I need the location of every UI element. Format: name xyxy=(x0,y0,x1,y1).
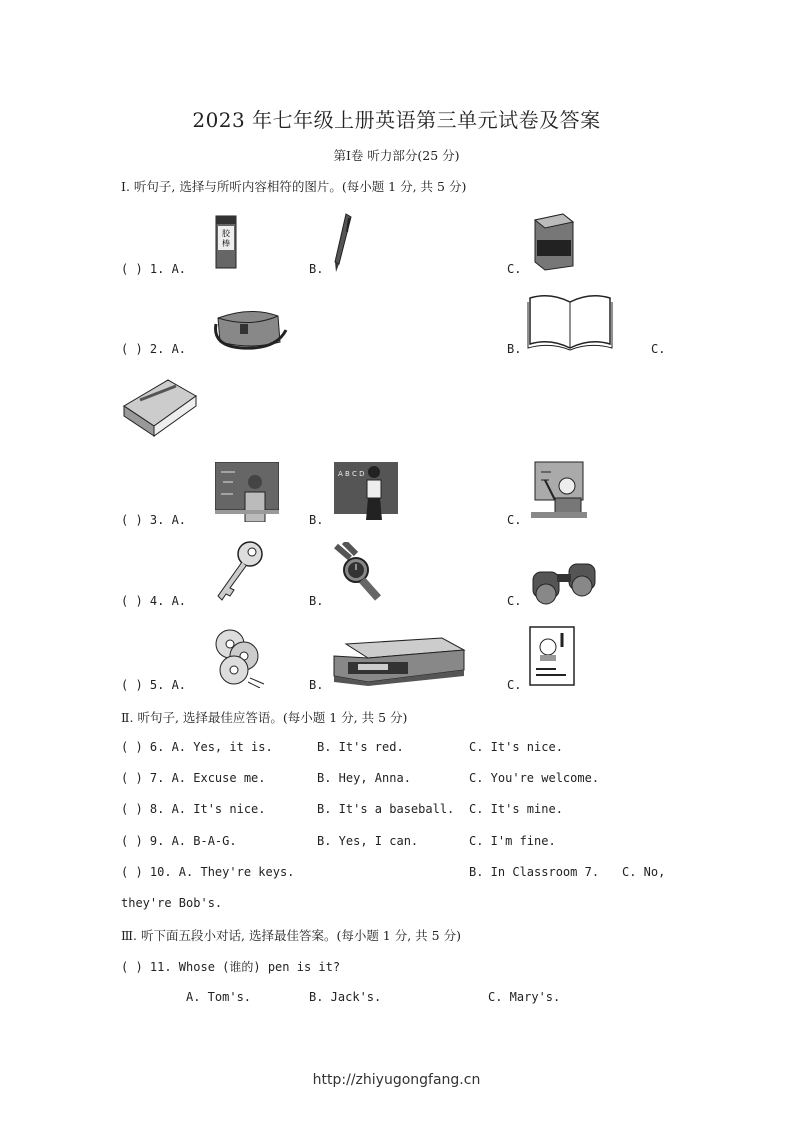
section2-heading: Ⅱ. 听句子, 选择最佳应答语。(每小题 1 分, 共 5 分) xyxy=(121,710,408,725)
q11-option-c: C. Mary's. xyxy=(488,990,561,1004)
q9-stem: ( ) 9. A. B-A-G. xyxy=(121,834,237,848)
q4-stem: ( ) 4. A. xyxy=(121,594,187,608)
section1-heading: Ⅰ. 听句子, 选择与所听内容相符的图片。(每小题 1 分, 共 5 分) xyxy=(121,179,467,194)
teacher-abcd-image xyxy=(334,462,398,520)
part-subtitle: 第Ⅰ卷 听力部分(25 分) xyxy=(333,148,460,163)
notebook-image xyxy=(526,292,614,352)
q11-option-b: B. Jack's. xyxy=(309,990,382,1004)
q7-stem: ( ) 7. A. Excuse me. xyxy=(121,771,266,785)
q2-stem: ( ) 2. A. xyxy=(121,342,187,356)
q9-option-c: C. I'm fine. xyxy=(469,834,556,848)
teacher-pointing-image xyxy=(531,458,587,520)
glue-label-2: 棒 xyxy=(222,239,230,248)
section3-heading: Ⅲ. 听下面五段小对话, 选择最佳答案。(每小题 1 分, 共 5 分) xyxy=(121,928,461,943)
q6-option-c: C. It's nice. xyxy=(469,740,563,754)
q7-option-b: B. Hey, Anna. xyxy=(317,771,411,785)
key-image xyxy=(212,540,266,602)
pen-image xyxy=(330,212,354,274)
q3-option-b: B. xyxy=(309,513,324,527)
q5-option-b: B. xyxy=(309,678,324,692)
q4-option-c: C. xyxy=(507,594,522,608)
q8-option-c: C. It's mine. xyxy=(469,802,563,816)
schoolbag-image xyxy=(212,304,288,350)
q11-stem: ( ) 11. Whose (谁的) pen is it? xyxy=(121,960,341,974)
q6-option-b: B. It's red. xyxy=(317,740,404,754)
q10-option-c: C. No, xyxy=(622,865,666,879)
q9-option-b: B. Yes, I can. xyxy=(317,834,419,848)
cds-image xyxy=(214,626,268,688)
q1-stem: ( ) 1. A. xyxy=(121,262,187,276)
q3-option-c: C. xyxy=(507,513,522,527)
q5-stem: ( ) 5. A. xyxy=(121,678,187,692)
teacher-blackboard-image xyxy=(215,462,279,522)
q5-option-c: C. xyxy=(507,678,522,692)
q3-stem: ( ) 3. A. xyxy=(121,513,187,527)
q2-option-b: B. xyxy=(507,342,522,356)
watch-image xyxy=(330,542,386,604)
q11-option-a: A. Tom's. xyxy=(186,990,252,1004)
q7-option-c: C. You're welcome. xyxy=(469,771,600,785)
glue-stick-image xyxy=(214,212,238,270)
q1-option-c: C. xyxy=(507,262,522,276)
cd-player-image xyxy=(330,636,468,688)
q10-stem: ( ) 10. A. They're keys. xyxy=(121,865,295,879)
q6-stem: ( ) 6. A. Yes, it is. xyxy=(121,740,273,754)
footer-url[interactable]: http://zhiyugongfang.cn xyxy=(312,1072,481,1088)
binoculars-image xyxy=(529,556,601,606)
abcd-label: A B C D xyxy=(338,470,365,478)
page-title: 2023 年七年级上册英语第三单元试卷及答案 xyxy=(192,108,601,132)
q8-stem: ( ) 8. A. It's nice. xyxy=(121,802,266,816)
q2-option-c: C. xyxy=(651,342,666,356)
q10-option-c-cont: they're Bob's. xyxy=(121,896,223,910)
q8-option-b: B. It's a baseball. xyxy=(317,802,455,816)
q4-option-b: B. xyxy=(309,594,324,608)
q10-option-b: B. In Classroom 7. xyxy=(469,865,600,879)
id-card-image xyxy=(528,625,576,687)
glue-label-1: 胶 xyxy=(222,229,230,238)
q1-option-b: B. xyxy=(309,262,324,276)
dictionary-image xyxy=(120,376,198,438)
eraser-image xyxy=(527,212,577,272)
